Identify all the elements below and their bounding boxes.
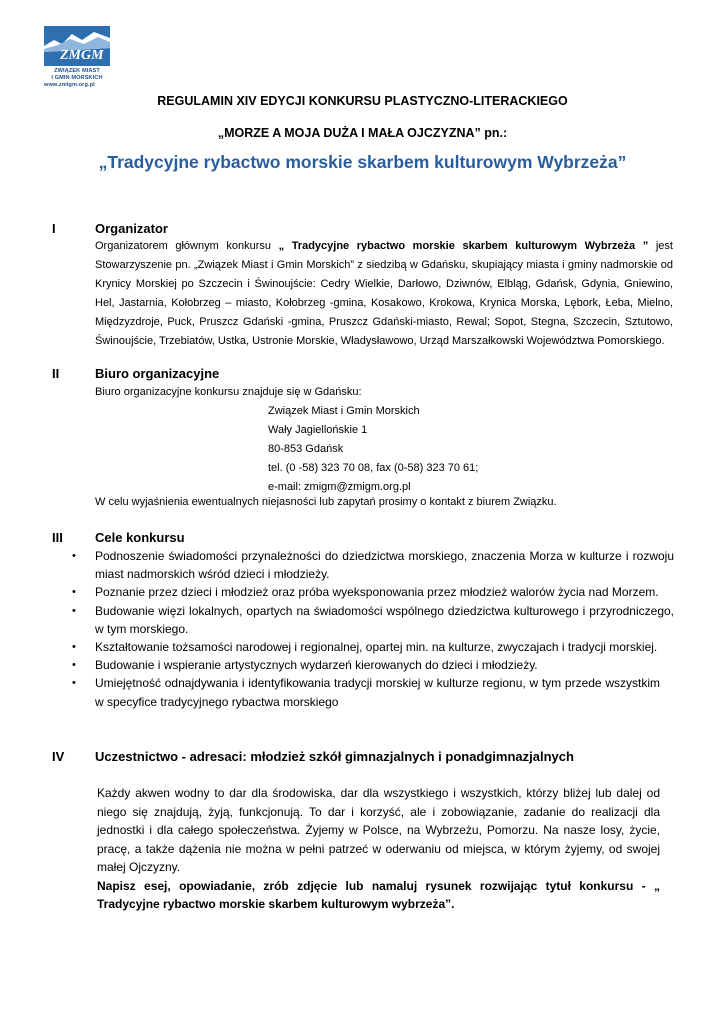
list-item: • Umiejętność odnajdywania i identyfikowania tradycji morskiej w kulturze regionu, w tym przede wszystkim w specyfice tradycyjnego rybactwa morskiego (72, 676, 660, 709)
logo-line-2: I GMIN MORSKICH (51, 75, 103, 81)
document-subtitle: „MORZE A MOJA DUŻA I MAŁA OJCZYZNA” pn.: (217, 126, 508, 140)
contest-task: Napisz esej, opowiadanie, zrób zdjęcie lub namaluj rysunek rozwijając tytuł konkursu - „ Tradycyjne rybactwo morskie skarbem kulturowym wybrzeża”. (97, 878, 660, 911)
section-1-text-before: Organizatorem głównym konkursu (95, 240, 279, 252)
bullet-icon: • (72, 550, 76, 562)
office-address (268, 402, 478, 497)
goals-list (72, 547, 674, 711)
list-item: • Budowanie i wspieranie artystycznych wydarzeń kierowanych do dzieci i młodzieży. (72, 656, 674, 674)
address-line: Wały Jagiellońskie 1 (268, 424, 368, 436)
office-intro: Biuro organizacyjne konkursu znajduje się w Gdańsku: (95, 386, 362, 398)
section-4-paragraph (97, 784, 660, 914)
section-1-text-after: jest Stowarzyszenie pn. „Związek Miast i Gmin Morskich” z siedzibą w Gdańsku, skupiający miasta i gminy nadmorskie od Krynicy Morskiej po Szczecin i Świnoujście: Cedry Wielkie, Darłowo, Dziwnów, Elbląg, Gdańsk, Gdynia, Gniewino, Hel, Jastarnia, Kołobrzeg – miasto, Kołobrzeg -gmina, Kosakowo, Krokowa, Krynica Morska, Lębork, Łeba, Mielno, Międzyzdroje, Puck, Pruszcz Gdański -gmina, Pruszcz Gdański-miasto, Rewal; Sopot, Stegna, Szczecin, Sztutowo, Świnoujście, Trzebiatów, Ustka, Ustronie Morskie, Władysławowo, Urząd Marszałkowski Województwa Pomorskiego. (95, 240, 673, 347)
address-line: Związek Miast i Gmin Morskich (268, 405, 420, 417)
list-item: • Kształtowanie tożsamości narodowej i regionalnej, opartej min. na kulturze, zwyczajach i tradycji morskiej. (72, 638, 674, 656)
contest-theme-title: „Tradycyjne rybactwo morskie skarbem kulturowym Wybrzeża” (98, 152, 627, 172)
organization-logo (44, 26, 116, 89)
bullet-icon: • (72, 586, 76, 599)
bullet-icon: • (72, 677, 76, 690)
list-item: • Podnoszenie świadomości przynależności do dziedzictwa morskiego, znaczenia Morza w kulturze i rozwoju miast nadmorskich wśród dzieci i młodzieży. (72, 549, 674, 582)
section-4-title: Uczestnictwo - adresaci: młodzież szkół gimnazjalnych i ponadgimnazjalnych (95, 749, 574, 764)
logo-emblem (44, 26, 110, 66)
section-2-title: Biuro organizacyjne (95, 366, 220, 381)
bullet-icon: • (72, 659, 76, 672)
bullet-icon: • (72, 641, 76, 654)
section-1-paragraph (95, 237, 673, 351)
bullet-icon: • (72, 604, 76, 617)
address-email: e-mail: zmigm@zmigm.org.pl (268, 481, 411, 493)
list-item: • Budowanie więzi lokalnych, opartych na świadomości wspólnego dziedzictwa kulturowego i przyrodniczego, w tym morskiego. (72, 603, 674, 636)
logo-url: www.zmigm.org.pl (44, 82, 95, 88)
section-4-number: IV (52, 749, 65, 764)
logo-initials: ZMGM (60, 48, 104, 63)
section-1-text-bold: „ Tradycyjne rybactwo morskie skarbem kulturowym Wybrzeża ” (278, 240, 649, 252)
document-title: REGULAMIN XIV EDYCJI KONKURSU PLASTYCZNO-LITERACKIEGO (157, 94, 568, 108)
address-phone-fax: tel. (0 -58) 323 70 08, fax (0-58) 323 70 61; (268, 462, 479, 474)
section-1-number: I (52, 221, 56, 236)
list-item: • Poznanie przez dzieci i młodzież oraz próba wyeksponowania przez młodzież walorów życia nad Morzem. (72, 583, 674, 601)
section-3-number: III (52, 530, 63, 545)
address-line: 80-853 Gdańsk (268, 443, 344, 455)
participation-text: Każdy akwen wodny to dar dla środowiska, dar dla wszystkiego i wszystkich, którzy bliżej lub dalej od niego się znajdują, żyją, funkcjonują. To dar i korzyść, ale i zobowiązanie, zadanie do realizacji dla jednostki i dla całego społeczeństwa. Żyjemy w Polsce, na Wybrzeżu, Pomorzu. Na nasze losy, życie, pracę, a także dążenia nie można w pełni patrzeć w oderwaniu od miejsca, w którym żyjemy, od swojej małej Ojczyzny. (97, 786, 660, 874)
office-contact-note: W celu wyjaśnienia ewentualnych niejasności lub zapytań prosimy o kontakt z biurem Związku. (95, 496, 557, 508)
section-1-title: Organizator (95, 221, 168, 236)
section-2-number: II (52, 366, 60, 381)
section-3-title: Cele konkursu (95, 530, 185, 545)
logo-line-1: ZWIĄZEK MIAST (54, 68, 100, 74)
